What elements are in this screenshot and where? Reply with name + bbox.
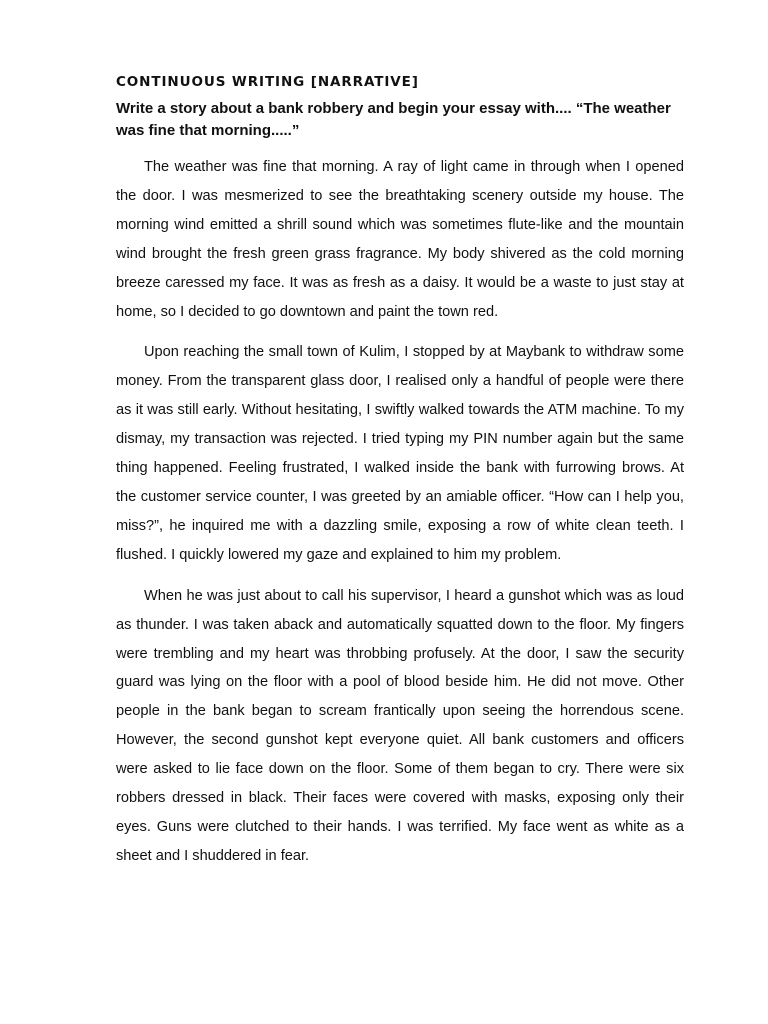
section-heading: CONTINUOUS WRITING [NARRATIVE] [116,74,419,90]
paragraph-1: The weather was fine that morning. A ray of light came in through when I opened the door. I was mesmerized to see the breathtaking scenery outside my house. The morning wind emitted a shrill sound which was sometimes flute-like and the mountain wind brought the fresh green grass fragrance. My body shivered as the cold morning breeze caressed my face. It was as fresh as a daisy. It would be a waste to just stay at home, so I decided to go downtown and paint the town red. [116,159,684,320]
paragraph-3: When he was just about to call his supervisor, I heard a gunshot which was as loud as thunder. I was taken aback and automatically squatted down to the floor. My fingers were trembling and my heart was throbbing profusely. At the door, I saw the security guard was lying on the floor with a pool of blood beside him. He did not move. Other people in the bank began to scream frantically upon seeing the horrendous scene. However, the second gunshot kept everyone quiet. All bank customers and officers were asked to lie face down on the floor. Some of them began to cry. There were six robbers dressed in black. Their faces were covered with masks, exposing only their eyes. Guns were clutched to their hands. I was terrified. My face went as white as a sheet and I shuddered in fear. [116,587,684,864]
paragraph-2: Upon reaching the small town of Kulim, I stopped by at Maybank to withdraw some money. From the transparent glass door, I realised only a handful of people were there as it was still early. Without hesitating, I swiftly walked towards the ATM machine. To my dismay, my transaction was rejected. I tried typing my PIN number again but the same thing happened. Feeling frustrated, I walked inside the bank with furrowing brows. At the customer service counter, I was greeted by an amiable officer. “How can I help you, miss?”, he inquired me with a dazzling smile, exposing a row of white clean teeth. I flushed. I quickly lowered my gaze and explained to him my problem. [116,344,684,563]
essay-prompt: Write a story about a bank robbery and begin your essay with.... “The weather was fine that morning.....” [116,100,671,139]
document-page [116,72,684,883]
